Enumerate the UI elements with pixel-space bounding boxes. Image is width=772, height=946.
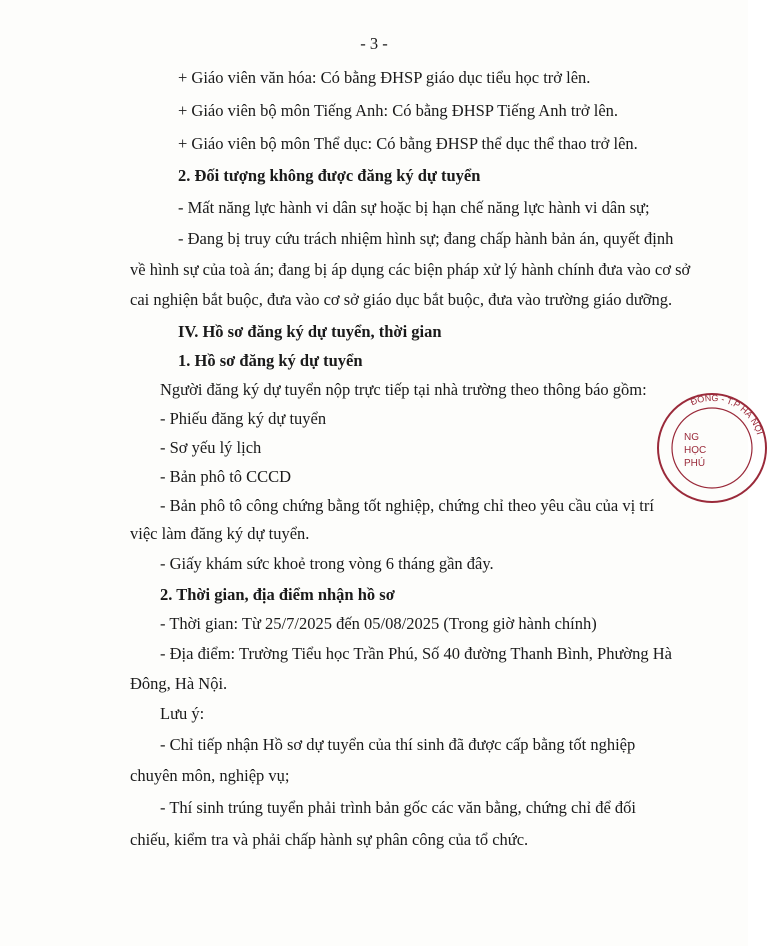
stamp-text: HỌC <box>684 445 707 456</box>
official-stamp <box>652 388 772 508</box>
page-number: - 3 - <box>360 34 388 53</box>
list-item: - Thí sinh trúng tuyển phải trình bản gốc các văn bằng, chứng chỉ để đối <box>160 798 637 817</box>
list-item: - Thời gian: Từ 25/7/2025 đến 05/08/2025 (Trong giờ hành chính) <box>160 614 597 633</box>
stamp-ring-text: ĐỒNG - T.P HÀ NỘI <box>689 392 765 436</box>
text-line: chuyên môn, nghiệp vụ; <box>130 766 290 785</box>
text-line: chiếu, kiểm tra và phải chấp hành sự phân công của tổ chức. <box>130 830 529 849</box>
text-line: Người đăng ký dự tuyển nộp trực tiếp tại nhà trường theo thông báo gồm: <box>160 380 647 399</box>
text-line: + Giáo viên bộ môn Tiếng Anh: Có bằng ĐHSP Tiếng Anh trở lên. <box>178 101 619 120</box>
text-line: việc làm đăng ký dự tuyển. <box>130 524 310 543</box>
subsection-heading: 1. Hồ sơ đăng ký dự tuyển <box>178 351 363 370</box>
text-line: - Đang bị truy cứu trách nhiệm hình sự; đang chấp hành bản án, quyết định <box>178 229 674 248</box>
list-item: - Bản phô tô CCCD <box>160 467 292 486</box>
note-label: Lưu ý: <box>160 704 205 723</box>
list-item: - Bản phô tô công chứng bằng tốt nghiệp, chứng chỉ theo yêu cầu của vị trí <box>160 496 654 515</box>
list-item: - Chỉ tiếp nhận Hồ sơ dự tuyển của thí sinh đã được cấp bằng tốt nghiệp <box>160 735 636 754</box>
text-line: + Giáo viên bộ môn Thể dục: Có bằng ĐHSP thể dục thể thao trở lên. <box>178 134 638 153</box>
text-line: - Mất năng lực hành vi dân sự hoặc bị hạn chế năng lực hành vi dân sự; <box>178 198 650 217</box>
text-line: về hình sự của toà án; đang bị áp dụng các biện pháp xử lý hành chính đưa vào cơ sở <box>130 260 691 279</box>
stamp-text: PHÚ <box>684 458 706 469</box>
section-heading: 2. Đối tượng không được đăng ký dự tuyển <box>178 166 481 185</box>
text-line: cai nghiện bắt buộc, đưa vào cơ sở giáo dục bắt buộc, đưa vào trường giáo dưỡng. <box>130 290 673 309</box>
list-item: - Giấy khám sức khoẻ trong vòng 6 tháng gần đây. <box>160 554 494 573</box>
list-item: - Phiếu đăng ký dự tuyển <box>160 409 327 428</box>
text-line: + Giáo viên văn hóa: Có bằng ĐHSP giáo dục tiểu học trở lên. <box>178 68 591 87</box>
subsection-heading: 2. Thời gian, địa điểm nhận hồ sơ <box>160 585 395 604</box>
list-item: - Địa điểm: Trường Tiểu học Trần Phú, Số 40 đường Thanh Bình, Phường Hà <box>160 644 673 663</box>
stamp-text: NG <box>684 432 699 443</box>
section-heading: IV. Hồ sơ đăng ký dự tuyển, thời gian <box>178 322 442 341</box>
text-line: Đông, Hà Nội. <box>130 674 228 693</box>
list-item: - Sơ yếu lý lịch <box>160 438 262 457</box>
